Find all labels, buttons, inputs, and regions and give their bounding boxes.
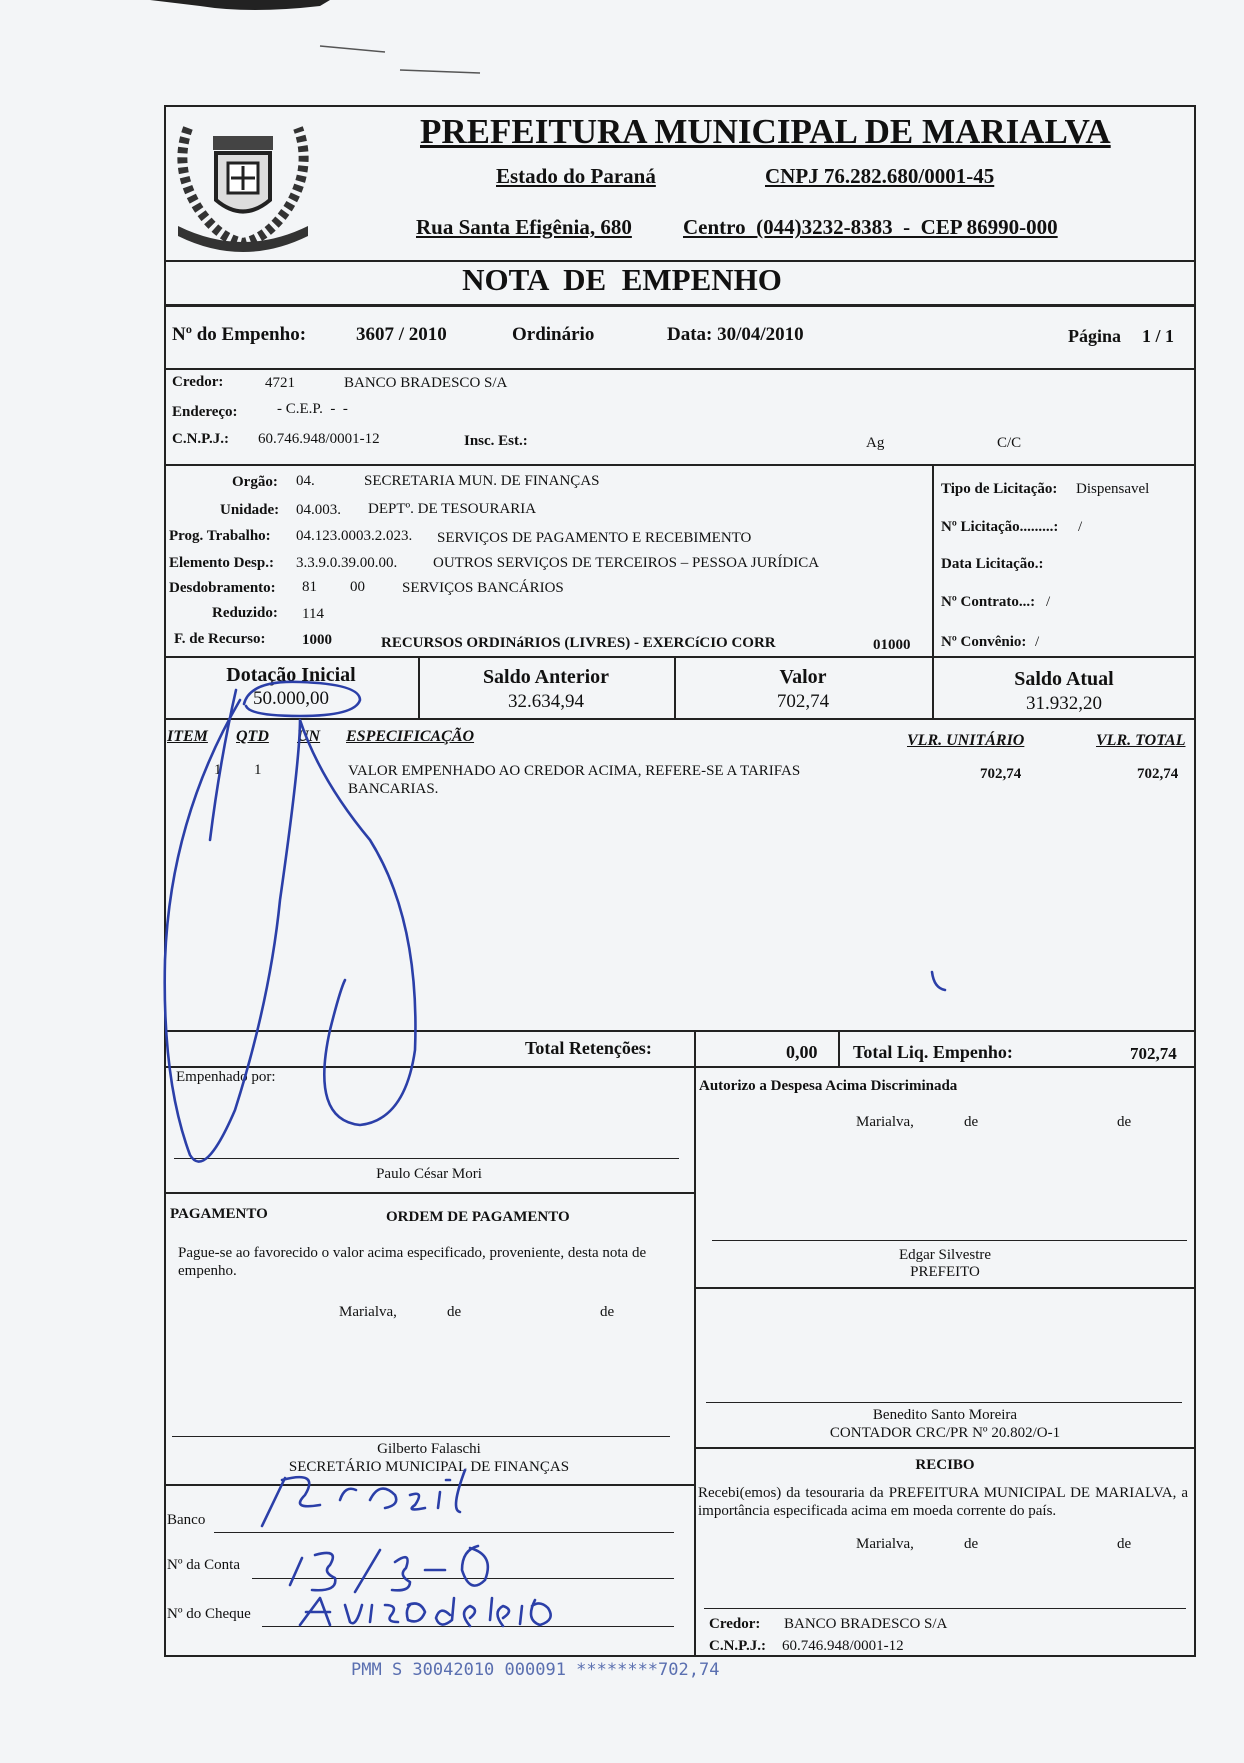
data-licitacao-label: Data Licitação.:: [941, 556, 1044, 572]
empenho-label: Nº do Empenho:: [172, 324, 307, 345]
prog-name: SERVIÇOS DE PAGAMENTO E RECEBIMENTO: [437, 530, 752, 546]
desdobramento-name: SERVIÇOS BANCÁRIOS: [402, 580, 564, 596]
pagamento-text: Pague-se ao favorecido o valor acima especificado, proveniente, desta nota de empenho.: [178, 1245, 647, 1279]
prog-code: 04.123.0003.2.023.: [296, 528, 413, 544]
unidade-label: Unidade:: [220, 502, 280, 518]
credor-label: Credor:: [172, 374, 224, 390]
endereco-value: - C.E.P. - -: [277, 401, 348, 417]
state-name: Estado do Paraná: [496, 164, 656, 188]
autorizo-city: Marialva,: [856, 1114, 914, 1130]
autorizo-label: Autorizo a Despesa Acima Discriminada: [699, 1078, 958, 1094]
recurso-code: 1000: [302, 632, 332, 648]
secretario-name: Gilberto Falaschi: [377, 1441, 481, 1457]
col-un: UN: [297, 728, 321, 745]
desdobramento-code2: 00: [350, 579, 365, 595]
credor-cnpj: 60.746.948/0001-12: [258, 431, 380, 447]
row-desc-line2: BANCARIAS.: [348, 781, 439, 797]
recibo-credor-name: BANCO BRADESCO S/A: [784, 1616, 948, 1632]
prefeito-role: PREFEITO: [910, 1264, 980, 1280]
saldo-anterior-value: 32.634,94: [508, 691, 584, 712]
address: Rua Santa Efigênia, 680: [416, 215, 632, 239]
saldo-atual-value: 31.932,20: [1026, 693, 1102, 714]
recurso-name: RECURSOS ORDINáRIOS (LIVRES) - EXERCíCIO CORR: [381, 635, 776, 651]
handwritten-account: [290, 1546, 488, 1592]
recibo-cnpj-label: C.N.P.J.:: [709, 1638, 766, 1654]
banco-label: Banco: [167, 1512, 206, 1528]
pagamento-city: Marialva,: [339, 1304, 397, 1320]
empenho-number: 3607 / 2010: [356, 324, 447, 345]
tipo-licitacao-label: Tipo de Licitação:: [941, 481, 1058, 497]
col-vlr-unitario: VLR. UNITÁRIO: [907, 732, 1025, 749]
desdobramento-label: Desdobramento:: [169, 580, 276, 596]
elemento-code: 3.3.9.0.39.00.00.: [296, 555, 398, 571]
recurso-label: F. de Recurso:: [174, 631, 266, 647]
contador-role: CONTADOR CRC/PR Nº 20.802/O-1: [829, 1425, 1061, 1441]
empenhado-label: Empenhado por:: [176, 1069, 276, 1085]
municipality-title: PREFEITURA MUNICIPAL DE MARIALVA: [420, 112, 1111, 151]
elemento-label: Elemento Desp.:: [169, 555, 274, 571]
page-number: 1 / 1: [1142, 326, 1175, 346]
pagamento-de2: de: [600, 1304, 615, 1320]
pagamento-de1: de: [447, 1304, 462, 1320]
retencoes-label: Total Retenções:: [525, 1038, 652, 1058]
cnpj-header: CNPJ 76.282.680/0001-45: [765, 164, 995, 188]
handwritten-cheque: [300, 1598, 551, 1626]
col-vlr-total: VLR. TOTAL: [1096, 732, 1186, 749]
autorizo-de2: de: [1117, 1114, 1132, 1130]
prefeito-name: Edgar Silvestre: [898, 1247, 992, 1263]
reduzido-value: 114: [302, 606, 324, 622]
contador-name: Benedito Santo Moreira: [872, 1407, 1018, 1423]
autorizo-de1: de: [964, 1114, 979, 1130]
handwritten-bank: [262, 1470, 465, 1526]
ag-label: Ag: [866, 435, 885, 451]
recibo-de1: de: [964, 1536, 979, 1552]
numero-licitacao-label: Nº Licitação.........:: [941, 519, 1059, 535]
endereco-label: Endereço:: [172, 404, 238, 420]
row-unit-value: 702,74: [980, 766, 1022, 782]
document-title: NOTA DE EMPENHO: [462, 262, 782, 297]
col-qtd: QTD: [236, 728, 269, 745]
empenho-date: Data: 30/04/2010: [667, 324, 804, 345]
row-desc-line1: VALOR EMPENHADO AO CREDOR ACIMA, REFERE-SE A TARIFAS: [348, 763, 801, 779]
prog-label: Prog. Trabalho:: [169, 528, 271, 544]
orgao-name: SECRETARIA MUN. DE FINANÇAS: [364, 473, 600, 489]
unidade-name: DEPTº. DE TESOURARIA: [368, 501, 537, 517]
retencoes-value: 0,00: [786, 1042, 818, 1062]
circle-mark: [244, 682, 360, 716]
pagamento-label: PAGAMENTO: [170, 1206, 268, 1222]
contrato-label: Nº Contrato...:: [941, 594, 1036, 610]
ordem-pagamento-label: ORDEM DE PAGAMENTO: [386, 1209, 570, 1225]
recibo-cnpj-value: 60.746.948/0001-12: [782, 1638, 904, 1654]
row-total-value: 702,74: [1137, 766, 1179, 782]
dotacao-label: Dotação Inicial: [226, 664, 356, 686]
row-item: 1: [214, 762, 222, 778]
recibo-text: Recebi(emos) da tesouraria da PREFEITURA MUNICIPAL DE MARIALVA, a importância especificada acima em moeda corrente do país.: [698, 1485, 1188, 1519]
contrato-value: /: [1046, 594, 1051, 610]
credor-code: 4721: [265, 375, 295, 391]
liq-empenho-value: 702,74: [1130, 1044, 1177, 1063]
valor-value: 702,74: [776, 691, 830, 712]
saldo-anterior-label: Saldo Anterior: [482, 666, 610, 688]
cheque-label: Nº do Cheque: [167, 1606, 251, 1622]
saldo-atual-label: Saldo Atual: [1014, 668, 1114, 690]
recurso-code2: 01000: [873, 637, 911, 653]
recibo-credor-label: Credor:: [709, 1616, 761, 1632]
conta-label: Nº da Conta: [167, 1557, 240, 1573]
dotacao-value: 50.000,00: [253, 688, 329, 709]
cnpj-label: C.N.P.J.:: [172, 431, 229, 447]
empenho-type: Ordinário: [512, 324, 595, 345]
desdobramento-code1: 81: [302, 579, 317, 595]
convenio-value: /: [1035, 634, 1040, 650]
orgao-code: 04.: [296, 473, 315, 489]
row-qtd: 1: [254, 762, 262, 778]
unidade-code: 04.003.: [296, 502, 341, 518]
cc-label: C/C: [997, 435, 1022, 451]
signature-loop: [165, 700, 416, 1162]
valor-label: Valor: [779, 666, 827, 688]
col-especificacao: ESPECIFICAÇÃO: [346, 728, 475, 745]
recibo-title: RECIBO: [915, 1457, 975, 1473]
liq-empenho-label: Total Liq. Empenho:: [853, 1042, 1013, 1062]
empenhado-name: Paulo César Mori: [376, 1166, 482, 1182]
page-label: Página: [1068, 326, 1122, 346]
secretario-role: SECRETÁRIO MUNICIPAL DE FINANÇAS: [288, 1459, 570, 1475]
convenio-label: Nº Convênio:: [941, 634, 1027, 650]
elemento-name: OUTROS SERVIÇOS DE TERCEIROS – PESSOA JURÍDICA: [433, 555, 820, 571]
numero-licitacao-value: /: [1078, 519, 1083, 535]
recibo-de2: de: [1117, 1536, 1132, 1552]
insc-est-label: Insc. Est.:: [464, 433, 528, 449]
reduzido-label: Reduzido:: [212, 605, 278, 621]
machine-stamp: PMM S 30042010 000091 ********702,74: [351, 1660, 720, 1680]
credor-name: BANCO BRADESCO S/A: [344, 375, 508, 391]
tipo-licitacao-value: Dispensavel: [1076, 481, 1150, 497]
district-phone-cep: Centro (044)3232-8383 - CEP 86990-000: [683, 215, 1058, 239]
recibo-city: Marialva,: [856, 1536, 914, 1552]
col-item: ITEM: [167, 728, 208, 745]
orgao-label: Orgão:: [232, 474, 278, 490]
